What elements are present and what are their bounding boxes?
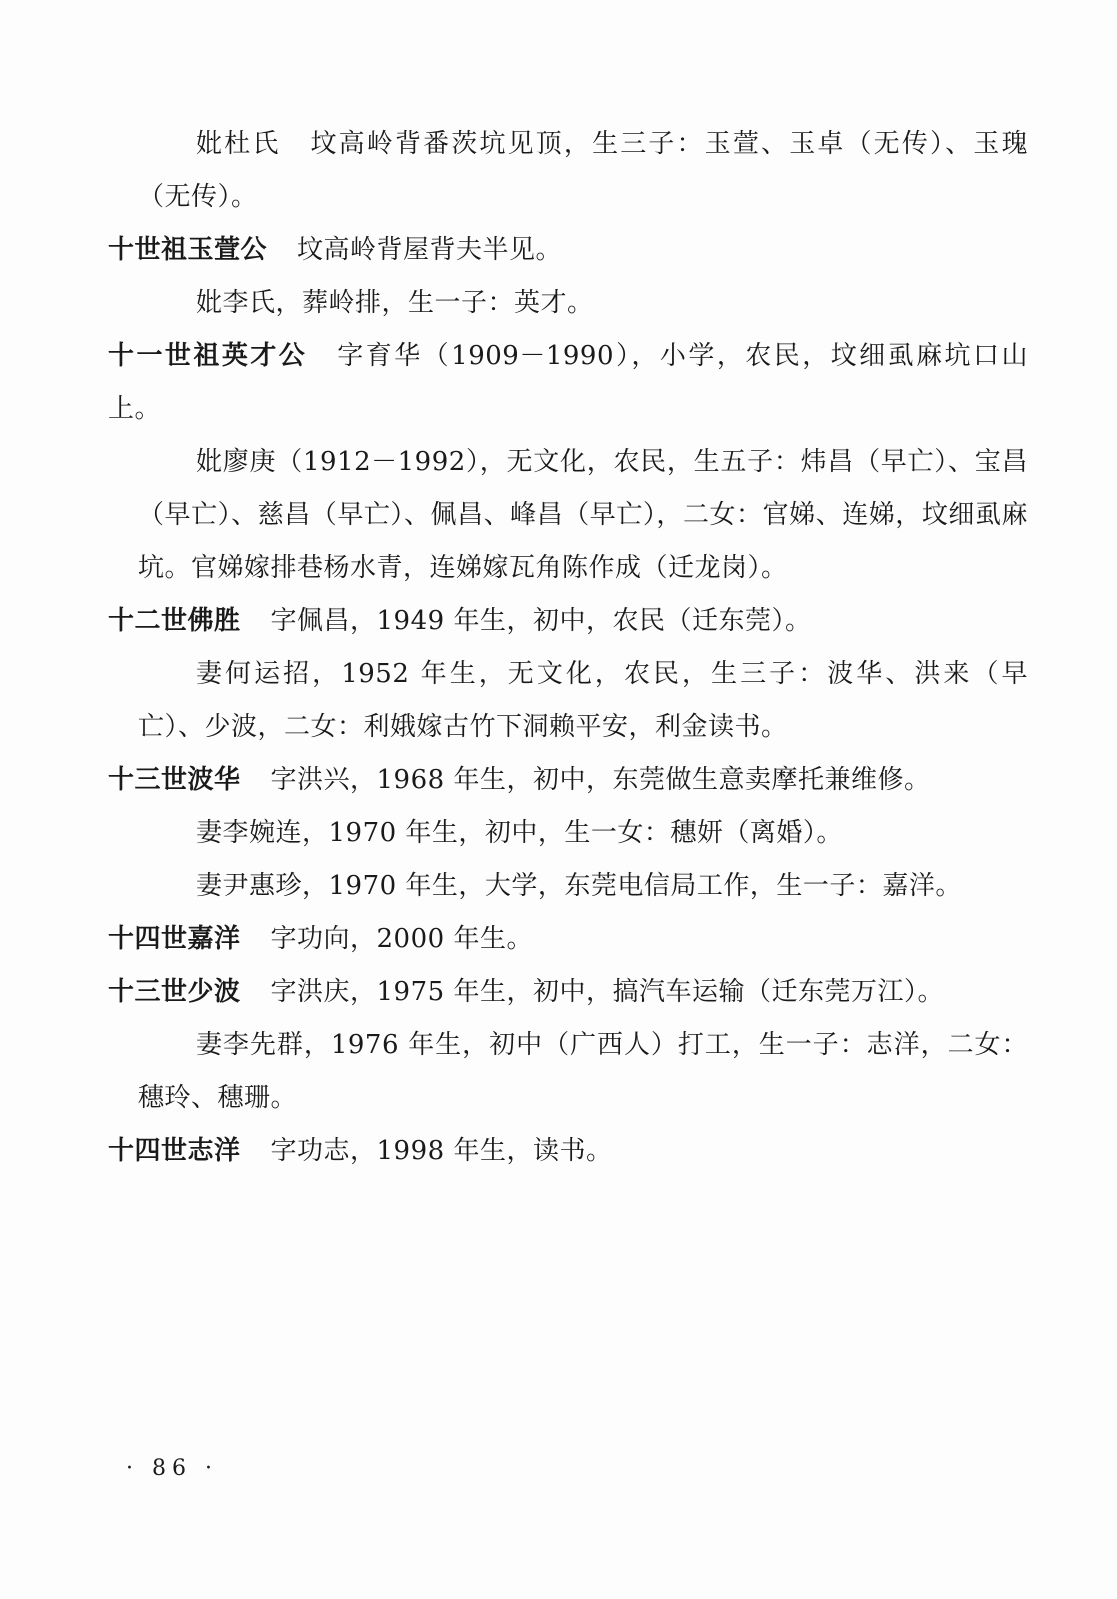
entry-1 — [108, 224, 1028, 277]
page-number: · 86 · — [126, 1456, 218, 1481]
generation-title: 十四世志洋 — [108, 1136, 241, 1166]
entry-text: 字育华（1909－1990），小学，农民，坟细虱麻坑口山上。 — [108, 341, 1028, 424]
entry-0 — [50, 118, 1028, 224]
entry-text: 坟高岭背屋背夫半见。 — [297, 235, 563, 265]
entry-2 — [50, 277, 1028, 330]
entry-9 — [50, 860, 1028, 913]
entry-text: 妣李氏，葬岭排，生一子：英才。 — [196, 288, 594, 318]
generation-title: 十三世波华 — [108, 765, 241, 795]
entry-5 — [108, 595, 1028, 648]
entry-text: 妻何运招，1952 年生，无文化，农民，生三子：波华、洪来（早亡）、少波，二女：利娥嫁古竹下洞赖平安，利金读书。 — [138, 659, 1028, 742]
entry-13 — [108, 1125, 1028, 1178]
entry-text: 坟高岭背番茨坑见顶，生三子：玉萱、玉卓（无传）、玉瑰（无传）。 — [138, 129, 1028, 212]
entry-text: 字洪兴，1968 年生，初中，东莞做生意卖摩托兼维修。 — [270, 765, 931, 795]
entry-10 — [108, 913, 1028, 966]
entry-8 — [50, 807, 1028, 860]
entry-text: 字佩昌，1949 年生，初中，农民（迁东莞）。 — [270, 606, 812, 636]
entry-text: 妻李婉连，1970 年生，初中，生一女：穗妍（离婚）。 — [196, 818, 843, 848]
entry-text: 字功志，1998 年生，读书。 — [270, 1136, 613, 1166]
entry-12 — [50, 1019, 1028, 1125]
entry-7 — [108, 754, 1028, 807]
generation-title: 十二世佛胜 — [108, 606, 241, 636]
entry-title: 妣杜氏 — [196, 129, 281, 159]
generation-title: 十一世祖英才公 — [108, 341, 308, 371]
entry-text: 妻李先群，1976 年生，初中（广西人）打工，生一子：志洋，二女：穗玲、穗珊。 — [138, 1030, 1028, 1113]
entry-text: 妣廖庚（1912－1992），无文化，农民，生五子：炜昌（早亡）、宝昌（早亡）、慈昌（早亡）、佩昌、峰昌（早亡），二女：官娣、连娣，坟细虱麻坑。官娣嫁排巷杨水青，连娣嫁瓦角陈作成（迁龙岗）。 — [138, 447, 1028, 583]
entry-11 — [108, 966, 1028, 1019]
page-content — [108, 118, 1028, 1178]
entry-4 — [50, 436, 1028, 595]
entry-text: 妻尹惠珍，1970 年生，大学，东莞电信局工作，生一子：嘉洋。 — [196, 871, 962, 901]
generation-title: 十三世少波 — [108, 977, 241, 1007]
generation-title: 十世祖玉萱公 — [108, 235, 268, 265]
entry-3 — [108, 330, 1028, 436]
entry-text: 字功向，2000 年生。 — [270, 924, 533, 954]
entry-6 — [50, 648, 1028, 754]
generation-title: 十四世嘉洋 — [108, 924, 241, 954]
entry-text: 字洪庆，1975 年生，初中，搞汽车运输（迁东莞万江）。 — [270, 977, 944, 1007]
